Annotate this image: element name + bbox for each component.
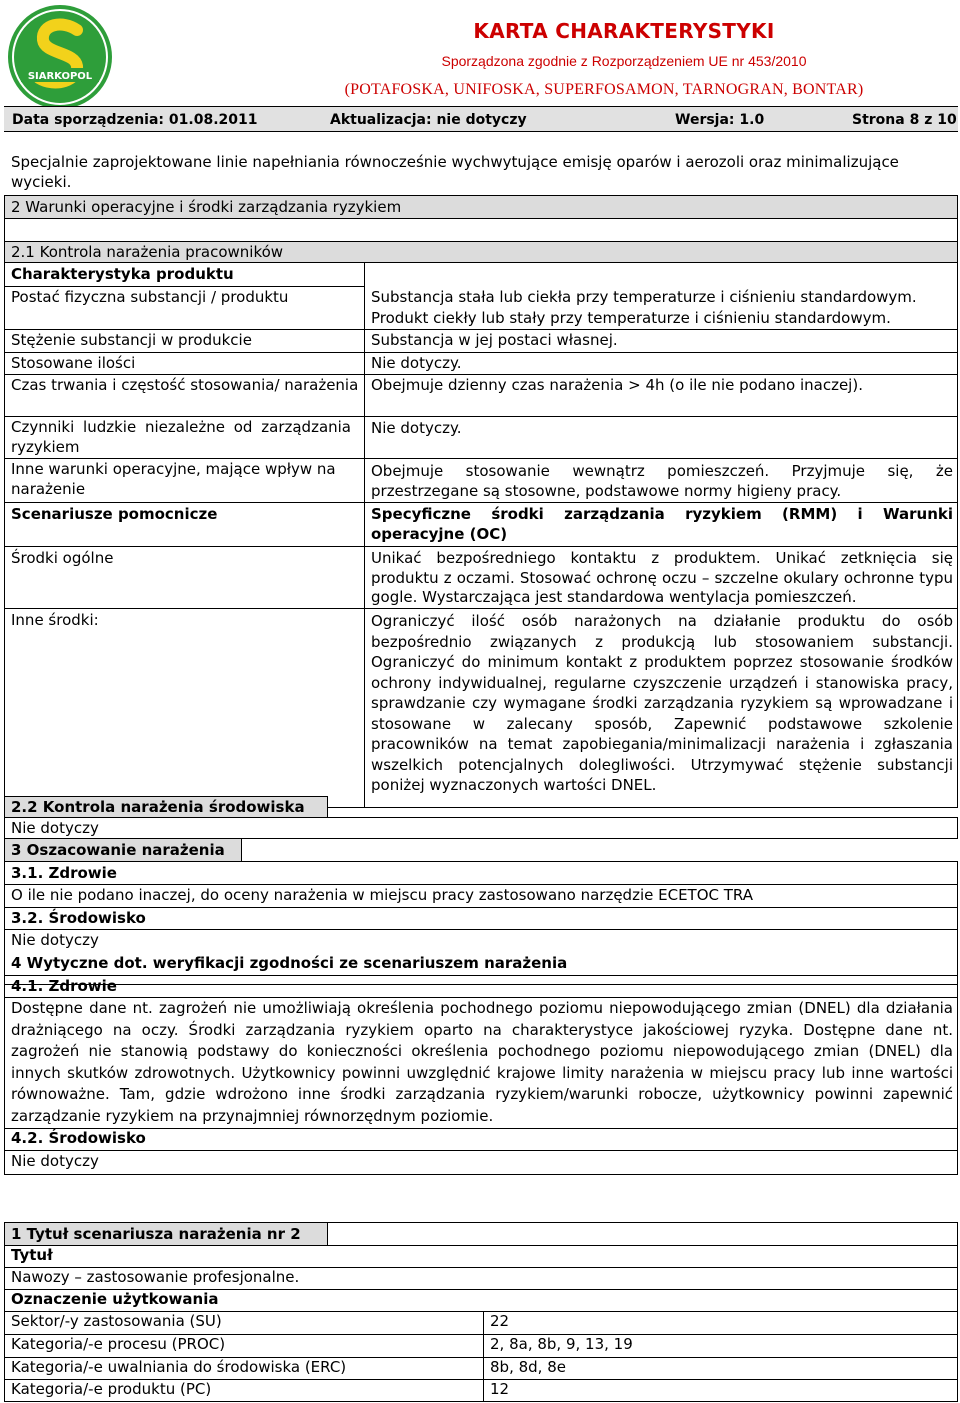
sub22-band	[4, 796, 328, 818]
row-value: Obejmuje stosowanie wewnątrz pomieszczeń. Przyjmuje się, że przestrzegane są stosowne, podstawowe normy higieny pracy.	[371, 462, 953, 500]
section4-health-heading: 4.1. Zdrowie	[11, 977, 117, 995]
section4-health-value: Dostępne dane nt. zagrożeń nie umożliwiają określenia pochodnego poziomu niepowodującego zmian (DNEL) dla działania drażniącego na oczy. Środki zarządzania ryzykiem oparto na charakterystyce jakościowej ryzyka. Dostępne dane nt. zagrożeń nie stanowią podstawy do konieczności określenia pochodnego poziomu niepowodującego zmian (DNEL) dla innych skutków zdrowotnych. Użytkownicy powinni uwzględnić krajowe limity narażenia w miejscu pracy lub inne wartości równoważne. Tam, gdzie wdrożono inne środki zarządzania ryzykiem/warunki robocze, użytkownicy powinni zapewnić zarządzanie ryzykiem na przynajmniej równorzędnym poziomie.	[11, 999, 953, 1125]
use-row-value: 8b, 8d, 8e	[490, 1358, 566, 1376]
empty-row	[4, 218, 958, 242]
scenarios-value: Specyficzne środki zarządzania ryzykiem (RMM) i Warunki operacyjne (OC)	[371, 505, 953, 543]
row-value: Substancja w jej postaci własnej.	[371, 331, 618, 349]
row-value: Nie dotyczy.	[371, 419, 462, 437]
section4-heading-band	[4, 952, 958, 976]
use-row-value: 2, 8a, 8b, 9, 13, 19	[490, 1335, 633, 1353]
intro-paragraph: Specjalnie zaprojektowane linie napełniania równocześnie wychwytujące emisję oparów i aerozoli oraz minimalizujące wycieki.	[11, 153, 899, 191]
general-measures-value: Unikać bezpośredniego kontaktu z produktem. Unikać zetknięcia się produktu z oczami. Stosować ochronę oczu – szczelne okulary ochronne typu gogle. Wystarczająca jest standardowa wentylacja pomieszczeń.	[371, 549, 953, 606]
section3-health-heading: 3.1. Zdrowie	[11, 864, 117, 882]
use-row-label: Sektor/-y zastosowania (SU)	[11, 1312, 222, 1330]
row-value: Obejmuje dzienny czas narażenia > 4h (o ile nie podano inaczej).	[371, 376, 863, 394]
row-sep	[4, 1245, 958, 1246]
row-sep	[4, 352, 958, 353]
sub21-heading: 2.1 Kontrola narażenia pracowników	[11, 243, 284, 261]
row-label: Czas trwania i częstość stosowania/ narażenia	[11, 376, 359, 394]
products-line: (POTAFOSKA, UNIFOSKA, SUPERFOSAMON, TARNOGRAN, BONTAR)	[344, 81, 864, 98]
row-label: Stosowane ilości	[11, 354, 136, 372]
use-row-label: Kategoria/-e procesu (PROC)	[11, 1335, 226, 1353]
scenario2-heading: 1 Tytuł scenariusza narażenia nr 2	[11, 1225, 301, 1243]
document-header	[4, 4, 958, 110]
company-logo	[7, 4, 113, 110]
section4-heading: 4 Wytyczne dot. weryfikacji zgodności ze scenariuszem narażenia	[11, 954, 568, 972]
row-label: Postać fizyczna substancji / produktu	[11, 288, 289, 306]
update-info: Aktualizacja: nie dotyczy	[330, 112, 527, 128]
sub22-value: Nie dotyczy	[11, 819, 99, 837]
document-title: KARTA CHARAKTERYSTYKI	[473, 19, 775, 43]
row-sep	[4, 608, 958, 609]
row-label: Inne warunki operacyjne, mające wpływ na narażenie	[11, 460, 336, 498]
row-value: Produkt ciekły lub stały przy temperaturze i ciśnieniu standardowym.	[371, 309, 891, 327]
section3-health-value: O ile nie podano inaczej, do oceny narażenia w miejscu pracy zastosowano narzędzie ECETOC TRA	[11, 886, 753, 904]
scenario2-use-label: Oznaczenie użytkowania	[11, 1290, 219, 1308]
section2-heading: 2 Warunki operacyjne i środki zarządzania ryzykiem	[11, 198, 402, 216]
use-row-label: Kategoria/-e uwalniania do środowiska (ERC)	[11, 1358, 347, 1376]
section3-heading: 3 Oszacowanie narażenia	[11, 841, 225, 859]
scenarios-label: Scenariusze pomocnicze	[11, 505, 218, 523]
section4-env-value: Nie dotyczy	[11, 1152, 99, 1170]
row-sep	[4, 458, 958, 459]
row-sep	[4, 907, 958, 908]
section2-heading-band	[4, 195, 958, 219]
section3-heading-band	[4, 838, 242, 862]
table-divider	[364, 262, 365, 808]
preparation-date: Data sporządzenia: 01.08.2011	[12, 112, 258, 128]
use-row-label: Kategoria/-e produktu (PC)	[11, 1380, 212, 1398]
info-bar	[4, 106, 958, 132]
row-sep	[4, 374, 958, 375]
row-value: Substancja stała lub ciekła przy temperaturze i ciśnieniu standardowym.	[371, 288, 917, 306]
regulation-line: Sporządzona zgodnie z Rozporządzeniem UE nr 453/2010	[441, 53, 807, 69]
version-info: Wersja: 1.0	[675, 112, 765, 128]
row-sep	[4, 929, 958, 930]
general-measures-label: Środki ogólne	[11, 549, 114, 567]
section3-env-heading: 3.2. Środowisko	[11, 909, 146, 927]
other-measures-label: Inne środki:	[11, 611, 99, 629]
row-label: Stężenie substancji w produkcie	[11, 331, 252, 349]
row-value: Nie dotyczy.	[371, 354, 462, 372]
use-row-value: 22	[490, 1312, 510, 1330]
page-number: Strona 8 z 10	[852, 112, 957, 128]
section4-env-heading: 4.2. Środowisko	[11, 1129, 146, 1147]
scenario2-heading-band	[4, 1222, 328, 1246]
row-sep	[4, 884, 958, 885]
other-measures-value: Ograniczyć ilość osób narażonych na działanie produktu do osób bezpośrednio związanych z produkcją lub stosowaniem substancji. Ograniczyć do minimum kontakt z produktem poprzez stosowanie środków ochrony indywidualnej, regularne czyszczenie urządzeń i stanowiska pracy, sprawdzanie czy wymagane środki zarządzania ryzykiem są wprowadzane i stosowane w zalecany sposób, Zapewnić podstawowe szkolenie pracowników na temat zapobiegania/minimalizacji narażenia i zgłaszania wszelkich potencjalnych dolegliwości. Utrzymywać stężenie substancji poniżej wyznaczonych wartości DNEL.	[371, 612, 953, 794]
row-sep	[4, 416, 958, 417]
use-row-value: 12	[490, 1380, 510, 1398]
scenario2-title-label: Tytuł	[11, 1246, 53, 1264]
section3-env-value: Nie dotyczy	[11, 931, 99, 949]
row-sep	[4, 329, 958, 330]
row-sep	[4, 1150, 958, 1151]
row-box	[4, 817, 958, 839]
scenario2-title-value: Nawozy – zastosowanie profesjonalne.	[11, 1268, 300, 1286]
sub22-heading: 2.2 Kontrola narażenia środowiska	[11, 798, 305, 816]
logo-text: SIARKOPOL	[27, 71, 93, 82]
row-sep	[4, 1128, 958, 1129]
sub21-band	[4, 241, 958, 263]
row-sep	[4, 286, 364, 287]
row-sep	[4, 502, 958, 503]
row-label: Czynniki ludzkie niezależne od zarządzania ryzykiem	[11, 418, 351, 456]
product-characteristics-label: Charakterystyka produktu	[11, 265, 234, 283]
row-sep	[4, 546, 958, 547]
